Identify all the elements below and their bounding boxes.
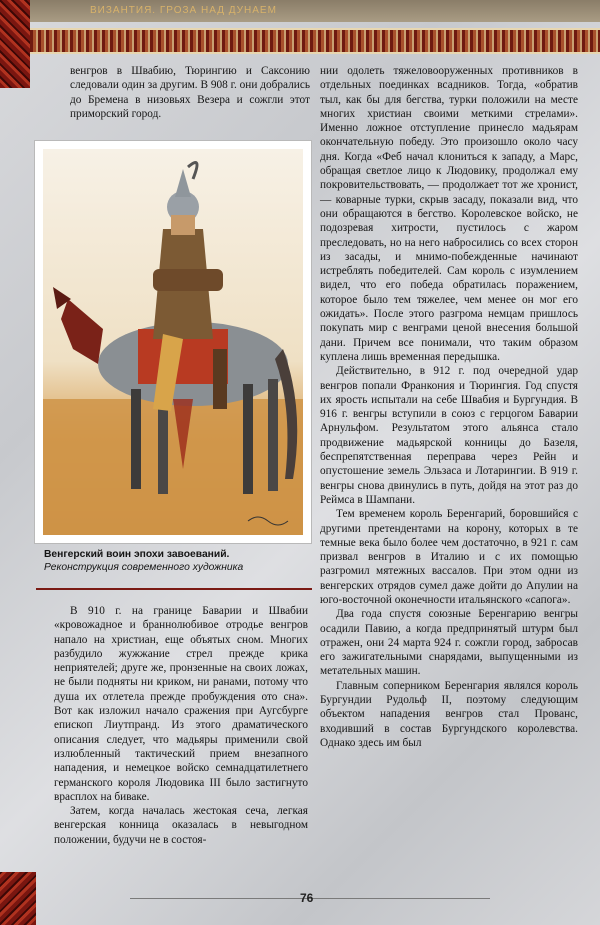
paragraph: Два года спустя союзные Беренгарию венгры осадили Павию, а когда предпринятый штурм был отражен, они 24 марта 924 г. сожгли город, забросав его зажигательными снарядами, выпущенными из метательных машин. (320, 608, 578, 678)
decorative-border-band (30, 28, 600, 54)
page-number: 76 (300, 891, 314, 905)
paragraph: нии одолеть тяжеловооруженных противников в отдельных поединках всадников. Тогда, «обратив тыл, как бы для бегства, турки положили на месте многих христиан своими меткими стрелами». Именно ложное отступление принесло мадьярам окончательную победу. Это произошло около часу дня. Когда «Феб начал клониться к западу, а Марс, обращая светлое лицо к Людовику, продолжал ему покровительствовать, — продолжает тот же хронист, — коварные турки, скрыв засаду, показали вид, что они обращаются в бегство. Королевское войско, не подозревая хитрости, пустилось с жаром преследовать, но на него набросились со всех сторон из засады, и мнимо-побежденные начинают истреблять победителей. Сам король с изумлением видел, что его победа обратилась поражением, которое было тем тяжелее, чем менее он мог его ожидать». После этого разгрома немцам пришлось покупать мир с венграми ценой внесения большой дани. Причем все понимали, что таким образом куплена лишь временная передышка. (320, 65, 578, 363)
celtic-knot-ornament-top (0, 0, 30, 88)
caption-subtitle: Реконструкция современного художника (44, 562, 244, 573)
left-column-bottom-text (54, 604, 308, 847)
right-column-text (320, 64, 578, 750)
paragraph: венгров в Швабию, Тюрингию и Саксонию следовали один за другим. В 908 г. они добрались до Бремена в низовьях Везера и сожгли этот приморский город. (70, 65, 310, 120)
paragraph: Действительно, в 912 г. под очередной удар венгров попали Франкония и Тюрингия. Год спустя их ярость испытали на себе Швабия и Бургундия. В 916 г. венгры вступили в союз с герцогом Баварии Арнульфом. Результатом этого альянса стало продвижение мадьярской конницы до Базеля, беспрепятственная переправа через Рейн и опустошение земель Эльзаса и Лотарингии. В 919 г. венгры снова двинулись в путь, дойдя на этот раз до Реймса в Шампани. (320, 365, 578, 506)
caption-divider (36, 588, 312, 590)
paragraph: Главным соперником Беренгария являлся король Бургундии Рудольф II, поэтому следующим объектом нападения венгров стал Прованс, входивший в состав Бургундского королевства. Однако здесь им был (320, 679, 578, 749)
paragraph: Тем временем король Беренгарий, боровшийся с другими претендентами на корону, которых в те темные века было более чем достаточно, в 921 г. сам призвал венгров в Италию и с их помощью разгромил мятежных вассалов. При этом одни из венгерских отрядов сумел даже дойти до Апулии на юго-восточной оконечности итальянского «сапога». (320, 508, 578, 606)
warrior-illustration (43, 149, 303, 535)
header-band (30, 0, 600, 22)
running-header-title: ВИЗАНТИЯ. ГРОЗА НАД ДУНАЕМ (90, 5, 277, 16)
paragraph: В 910 г. на границе Баварии и Швабии «кровожадное и браннолюбивое отродье венгров напало на христиан, еще объятых сном. Многих разбудило жужжание стрел прежде крика неприятелей; друге же, пронзенные на своих ложах, не были подняты ни криком, ни ранами, потому что душа их отлетела прежде пробуждения ото сна». Вот как изложил начало сражения при Аугсбурге епископ Лиутпранд. Из этого драматического описания следует, что мадьяры применили свой излюбленный тактический прием внезапного нападения, и немецкое войско семнадцатилетнего германского короля Людовика III было застигнуто врасплох на биваке. (54, 605, 308, 803)
left-column-top-text (70, 64, 310, 121)
paragraph: Затем, когда началась жестокая сеча, легкая венгерская конница оказалась в невыгодном положении, будучи не в состоя- (54, 805, 308, 846)
celtic-knot-ornament-bottom (0, 872, 36, 925)
caption-title: Венгерский воин эпохи завоеваний. (44, 549, 230, 560)
figure-caption (44, 548, 310, 574)
illustration-frame (34, 140, 312, 544)
